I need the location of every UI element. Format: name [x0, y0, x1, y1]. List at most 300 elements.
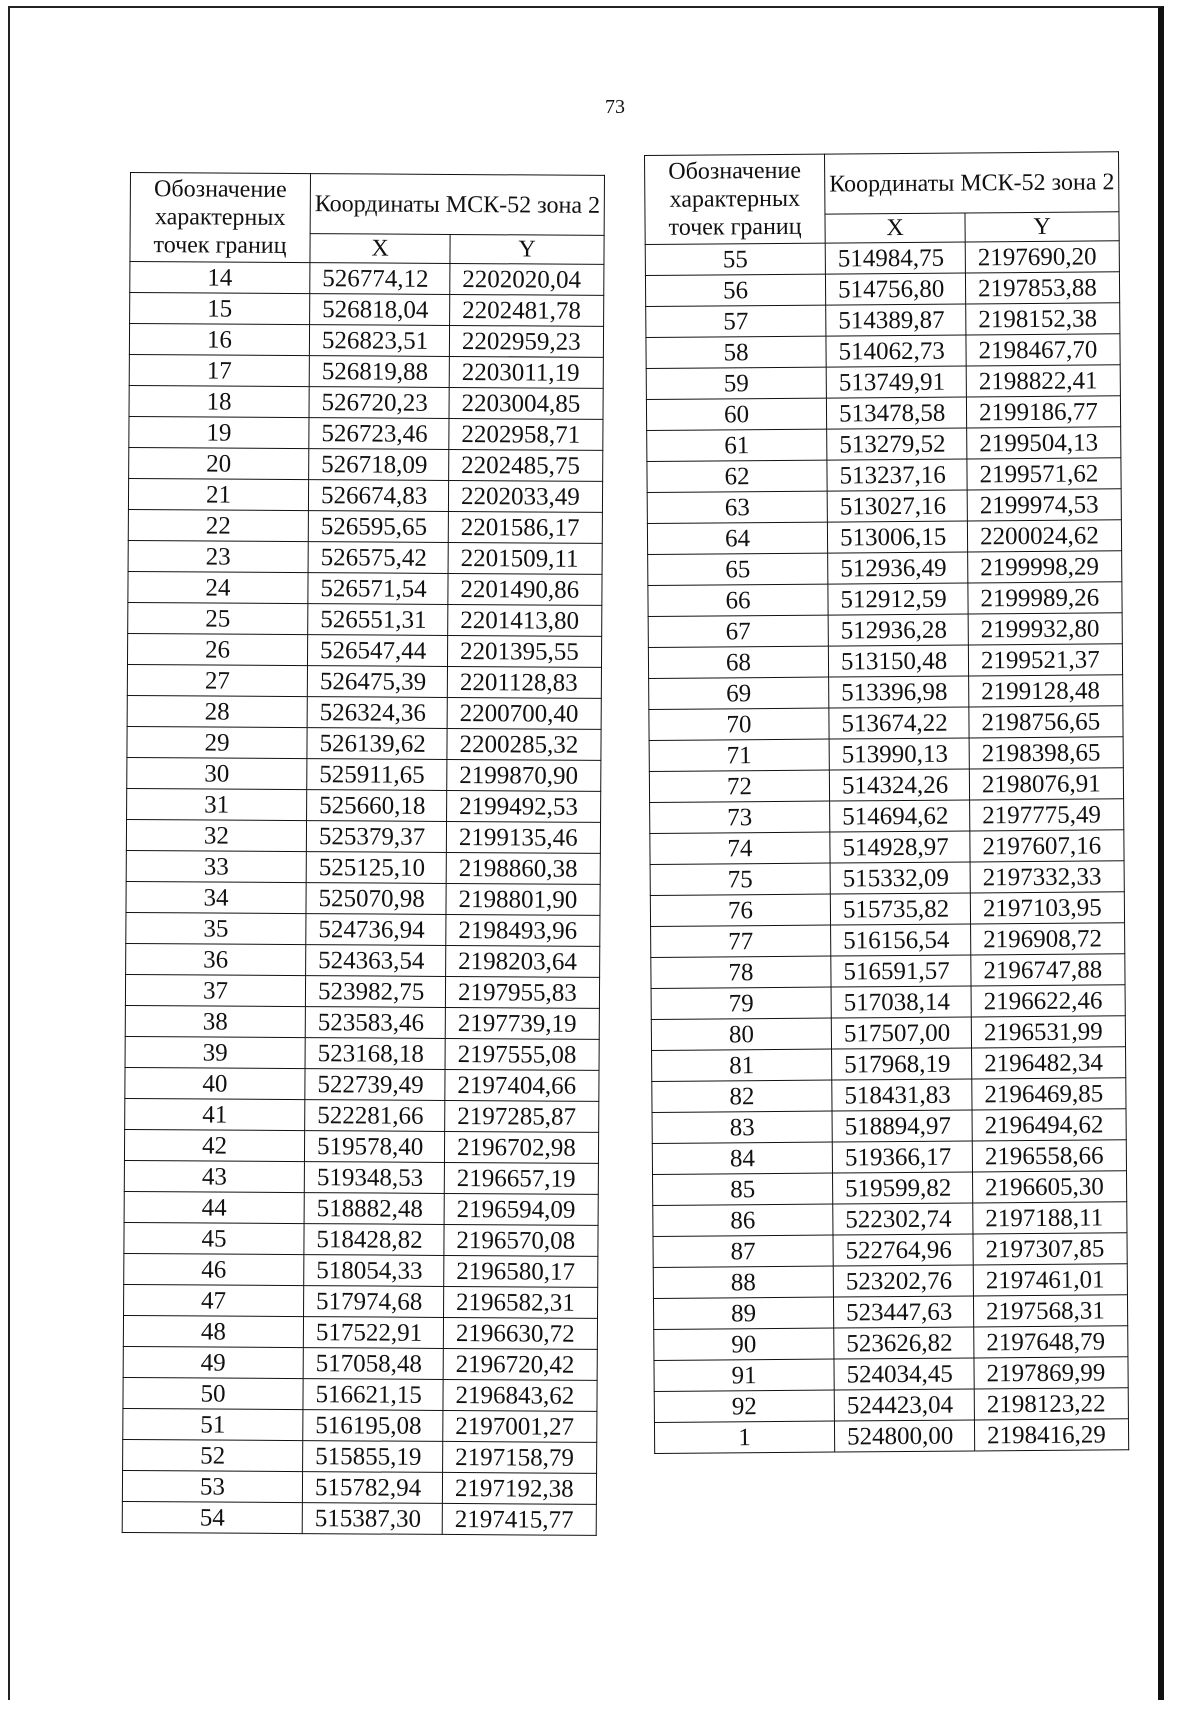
table-row — [646, 365, 1120, 400]
point-id-cell: 75 — [650, 863, 830, 895]
y-coordinate-cell: 2197192,38 — [442, 1472, 596, 1504]
point-id-cell: 51 — [123, 1408, 303, 1440]
point-id-cell: 65 — [648, 553, 828, 585]
point-id-cell: 27 — [127, 664, 307, 696]
point-id-cell: 47 — [124, 1284, 304, 1316]
x-coordinate-cell: 526547,44 — [307, 635, 447, 667]
point-id-cell: 54 — [122, 1501, 302, 1533]
table-row — [651, 923, 1125, 958]
y-coordinate-cell: 2197568,31 — [973, 1295, 1127, 1327]
y-coordinate-cell: 2201413,80 — [448, 604, 602, 636]
point-id-cell: 91 — [654, 1359, 834, 1391]
table-row — [126, 819, 600, 853]
point-id-cell: 42 — [124, 1129, 304, 1161]
x-coordinate-cell: 513279,52 — [827, 428, 967, 460]
y-coordinate-cell: 2201395,55 — [447, 635, 601, 667]
table-row — [648, 644, 1122, 679]
header-coordinates: Координаты МСК-52 зона 2 — [310, 174, 604, 236]
y-coordinate-cell: 2199492,53 — [447, 790, 601, 822]
x-coordinate-cell: 519578,40 — [304, 1131, 444, 1163]
y-coordinate-cell: 2196580,17 — [444, 1255, 598, 1287]
x-coordinate-cell: 517058,48 — [303, 1348, 443, 1380]
point-id-cell: 41 — [125, 1098, 305, 1130]
table-row — [125, 1036, 599, 1070]
x-coordinate-cell: 513990,13 — [829, 738, 969, 770]
table-row — [129, 354, 603, 388]
table-row — [649, 737, 1123, 772]
point-id-cell: 74 — [650, 832, 830, 864]
table-row — [651, 985, 1125, 1020]
point-id-cell: 35 — [126, 912, 306, 944]
point-id-cell: 31 — [127, 788, 307, 820]
point-id-cell: 21 — [128, 478, 308, 510]
y-coordinate-cell: 2203004,85 — [449, 387, 603, 419]
table-row — [123, 1439, 597, 1473]
point-id-cell: 85 — [653, 1173, 833, 1205]
x-coordinate-cell: 526575,42 — [308, 542, 448, 574]
x-coordinate-cell: 515735,82 — [830, 893, 970, 925]
table-row — [126, 912, 600, 946]
x-coordinate-cell: 525125,10 — [306, 852, 446, 884]
table-row — [124, 1160, 598, 1194]
table-row — [651, 954, 1125, 989]
x-coordinate-cell: 514324,26 — [829, 769, 969, 801]
point-id-cell: 43 — [124, 1160, 304, 1192]
x-coordinate-cell: 525911,65 — [307, 759, 447, 791]
y-coordinate-cell: 2202481,78 — [450, 294, 604, 326]
y-coordinate-cell: 2197648,79 — [974, 1326, 1128, 1358]
table-row — [653, 1202, 1127, 1237]
x-coordinate-cell: 524800,00 — [834, 1420, 974, 1452]
y-coordinate-cell: 2199128,48 — [969, 675, 1123, 707]
x-coordinate-cell: 513396,98 — [829, 676, 969, 708]
point-id-cell: 58 — [646, 336, 826, 368]
y-coordinate-cell: 2197607,16 — [970, 830, 1124, 862]
point-id-cell: 67 — [648, 615, 828, 647]
y-coordinate-cell: 2202033,49 — [448, 480, 602, 512]
y-coordinate-cell: 2197775,49 — [970, 799, 1124, 831]
point-id-cell: 88 — [653, 1266, 833, 1298]
table-row — [645, 241, 1119, 276]
x-coordinate-cell: 519599,82 — [833, 1172, 973, 1204]
point-id-cell: 79 — [651, 987, 831, 1019]
table-row — [129, 385, 603, 419]
point-id-cell: 90 — [654, 1328, 834, 1360]
x-coordinate-cell: 526818,04 — [310, 294, 450, 326]
table-row — [652, 1078, 1126, 1113]
x-coordinate-cell: 526723,46 — [309, 418, 449, 450]
table-row — [125, 1098, 599, 1132]
table-row — [128, 571, 602, 605]
x-coordinate-cell: 516621,15 — [303, 1379, 443, 1411]
y-coordinate-cell: 2199974,53 — [967, 489, 1121, 521]
table-row — [647, 427, 1121, 462]
y-coordinate-cell: 2202020,04 — [450, 263, 604, 295]
y-coordinate-cell: 2197955,83 — [445, 976, 599, 1008]
y-coordinate-cell: 2201128,83 — [447, 666, 601, 698]
table-row — [125, 974, 599, 1008]
point-id-cell: 45 — [124, 1222, 304, 1254]
table-row — [127, 633, 601, 667]
point-id-cell: 56 — [645, 274, 825, 306]
x-coordinate-cell: 515387,30 — [302, 1503, 442, 1535]
table-row — [127, 757, 601, 791]
table-row — [648, 551, 1122, 586]
x-coordinate-cell: 519366,17 — [832, 1141, 972, 1173]
y-coordinate-cell: 2197001,27 — [443, 1410, 597, 1442]
point-id-cell: 62 — [647, 460, 827, 492]
point-id-cell: 29 — [127, 726, 307, 758]
point-id-cell: 84 — [652, 1142, 832, 1174]
table-row — [128, 602, 602, 636]
point-id-cell: 82 — [652, 1080, 832, 1112]
x-coordinate-cell: 513237,16 — [827, 459, 967, 491]
y-coordinate-cell: 2199135,46 — [446, 821, 600, 853]
x-coordinate-cell: 526571,54 — [308, 573, 448, 605]
x-coordinate-cell: 518428,82 — [304, 1224, 444, 1256]
point-id-cell: 73 — [650, 801, 830, 833]
x-coordinate-cell: 522302,74 — [833, 1203, 973, 1235]
x-coordinate-cell: 518431,83 — [832, 1079, 972, 1111]
y-coordinate-cell: 2196908,72 — [971, 923, 1125, 955]
x-coordinate-cell: 517974,68 — [304, 1286, 444, 1318]
x-coordinate-cell: 517968,19 — [832, 1048, 972, 1080]
table-row — [124, 1284, 598, 1318]
table-row — [129, 416, 603, 450]
point-id-cell: 50 — [123, 1377, 303, 1409]
table-row — [124, 1222, 598, 1256]
page-number: 73 — [605, 96, 625, 118]
x-coordinate-cell: 523626,82 — [834, 1327, 974, 1359]
table-row — [652, 1047, 1126, 1082]
table-row — [123, 1408, 597, 1442]
point-id-cell: 37 — [125, 974, 305, 1006]
table-row — [124, 1253, 598, 1287]
table-body-left — [122, 262, 604, 1536]
point-id-cell: 78 — [651, 956, 831, 988]
y-coordinate-cell: 2196582,31 — [444, 1286, 598, 1318]
point-id-cell: 76 — [650, 894, 830, 926]
coordinates-table-left — [122, 172, 605, 1536]
point-id-cell: 28 — [127, 695, 307, 727]
y-coordinate-cell: 2196747,88 — [971, 954, 1125, 986]
x-coordinate-cell: 518054,33 — [304, 1255, 444, 1287]
table-row — [645, 272, 1119, 307]
y-coordinate-cell: 2198860,38 — [446, 852, 600, 884]
point-id-cell: 55 — [645, 243, 825, 275]
x-coordinate-cell: 524034,45 — [834, 1358, 974, 1390]
y-coordinate-cell: 2199932,80 — [968, 613, 1122, 645]
table-row — [653, 1171, 1127, 1206]
x-coordinate-cell: 522739,49 — [305, 1069, 445, 1101]
y-coordinate-cell: 2196494,62 — [972, 1109, 1126, 1141]
y-coordinate-cell: 2198123,22 — [974, 1388, 1128, 1420]
point-id-cell: 72 — [649, 770, 829, 802]
x-coordinate-cell: 523982,75 — [305, 976, 445, 1008]
x-coordinate-cell: 524736,94 — [306, 914, 446, 946]
x-coordinate-cell: 514984,75 — [825, 242, 965, 274]
table-row — [128, 509, 602, 543]
table-row — [654, 1326, 1128, 1361]
y-coordinate-cell: 2196843,62 — [443, 1379, 597, 1411]
table-row — [649, 706, 1123, 741]
y-coordinate-cell: 2198801,90 — [446, 883, 600, 915]
table-row — [127, 788, 601, 822]
y-coordinate-cell: 2196605,30 — [972, 1171, 1126, 1203]
x-coordinate-cell: 526819,88 — [309, 356, 449, 388]
y-coordinate-cell: 2196469,85 — [972, 1078, 1126, 1110]
x-coordinate-cell: 523168,18 — [305, 1038, 445, 1070]
x-coordinate-cell: 526674,83 — [308, 480, 448, 512]
point-id-cell: 26 — [127, 633, 307, 665]
x-coordinate-cell: 518882,48 — [304, 1193, 444, 1225]
table-row — [123, 1346, 597, 1380]
y-coordinate-cell: 2197739,19 — [445, 1007, 599, 1039]
y-coordinate-cell: 2198152,38 — [966, 303, 1120, 335]
point-id-cell: 34 — [126, 881, 306, 913]
point-id-cell: 49 — [123, 1346, 303, 1378]
point-id-cell: 24 — [128, 571, 308, 603]
point-id-cell: 64 — [647, 522, 827, 554]
y-coordinate-cell: 2197461,01 — [973, 1264, 1127, 1296]
table-row — [650, 861, 1124, 896]
y-coordinate-cell: 2196594,09 — [444, 1193, 598, 1225]
table-row — [650, 799, 1124, 834]
y-coordinate-cell: 2199998,29 — [968, 551, 1122, 583]
x-coordinate-cell: 522281,66 — [305, 1100, 445, 1132]
y-coordinate-cell: 2197332,33 — [970, 861, 1124, 893]
point-id-cell: 18 — [129, 385, 309, 417]
table-row — [648, 582, 1122, 617]
x-coordinate-cell: 526139,62 — [307, 728, 447, 760]
point-id-cell: 52 — [123, 1439, 303, 1471]
point-id-cell: 38 — [125, 1005, 305, 1037]
table-row — [647, 489, 1121, 524]
y-coordinate-cell: 2197853,88 — [965, 272, 1119, 304]
table-row — [653, 1264, 1127, 1299]
point-id-cell: 53 — [122, 1470, 302, 1502]
point-id-cell: 19 — [129, 416, 309, 448]
table-row — [124, 1129, 598, 1163]
y-coordinate-cell: 2199504,13 — [967, 427, 1121, 459]
point-id-cell: 61 — [647, 429, 827, 461]
point-id-cell: 44 — [124, 1191, 304, 1223]
point-id-cell: 33 — [126, 850, 306, 882]
y-coordinate-cell: 2197307,85 — [973, 1233, 1127, 1265]
x-coordinate-cell: 524423,04 — [834, 1389, 974, 1421]
y-coordinate-cell: 2197103,95 — [970, 892, 1124, 924]
table-row — [122, 1470, 596, 1504]
header-x: X — [825, 213, 965, 243]
x-coordinate-cell: 514756,80 — [825, 273, 965, 305]
x-coordinate-cell: 526720,23 — [309, 387, 449, 419]
x-coordinate-cell: 523447,63 — [833, 1296, 973, 1328]
y-coordinate-cell: 2201509,11 — [448, 542, 602, 574]
x-coordinate-cell: 516591,57 — [831, 955, 971, 987]
table-row — [130, 293, 604, 327]
y-coordinate-cell: 2201586,17 — [448, 511, 602, 543]
point-id-cell: 1 — [654, 1421, 834, 1453]
table-row — [125, 1005, 599, 1039]
point-id-cell: 30 — [127, 757, 307, 789]
x-coordinate-cell: 526823,51 — [309, 325, 449, 357]
table-row — [127, 695, 601, 729]
x-coordinate-cell: 512912,59 — [828, 583, 968, 615]
point-id-cell: 46 — [124, 1253, 304, 1285]
header-coordinates: Координаты МСК-52 зона 2 — [824, 152, 1118, 214]
point-id-cell: 83 — [652, 1111, 832, 1143]
table-row — [125, 1067, 599, 1101]
x-coordinate-cell: 526475,39 — [307, 666, 447, 698]
y-coordinate-cell: 2197869,99 — [974, 1357, 1128, 1389]
x-coordinate-cell: 526595,65 — [308, 511, 448, 543]
y-coordinate-cell: 2198493,96 — [446, 914, 600, 946]
point-id-cell: 39 — [125, 1036, 305, 1068]
table-row — [127, 664, 601, 698]
x-coordinate-cell: 523583,46 — [305, 1007, 445, 1039]
header-x: X — [310, 234, 450, 264]
y-coordinate-cell: 2198076,91 — [969, 768, 1123, 800]
table-row — [650, 830, 1124, 865]
point-id-cell: 14 — [130, 262, 310, 294]
y-coordinate-cell: 2197690,20 — [965, 241, 1119, 273]
table-row — [653, 1233, 1127, 1268]
point-id-cell: 36 — [126, 943, 306, 975]
x-coordinate-cell: 515332,09 — [830, 862, 970, 894]
x-coordinate-cell: 525379,37 — [306, 821, 446, 853]
point-id-cell: 80 — [651, 1018, 831, 1050]
table-row — [123, 1377, 597, 1411]
point-id-cell: 60 — [646, 398, 826, 430]
y-coordinate-cell: 2203011,19 — [449, 356, 603, 388]
point-id-cell: 63 — [647, 491, 827, 523]
point-id-cell: 77 — [651, 925, 831, 957]
table-row — [126, 850, 600, 884]
point-id-cell: 20 — [129, 447, 309, 479]
point-id-cell: 25 — [128, 602, 308, 634]
y-coordinate-cell: 2197188,11 — [973, 1202, 1127, 1234]
x-coordinate-cell: 513478,58 — [826, 397, 966, 429]
y-coordinate-cell: 2200700,40 — [447, 697, 601, 729]
table-row — [129, 447, 603, 481]
y-coordinate-cell: 2196531,99 — [971, 1016, 1125, 1048]
table-row — [126, 881, 600, 915]
point-id-cell: 59 — [646, 367, 826, 399]
y-coordinate-cell: 2196720,42 — [443, 1348, 597, 1380]
x-coordinate-cell: 524363,54 — [306, 945, 446, 977]
x-coordinate-cell: 518894,97 — [832, 1110, 972, 1142]
x-coordinate-cell: 513674,22 — [829, 707, 969, 739]
table-row — [128, 540, 602, 574]
y-coordinate-cell: 2197158,79 — [443, 1441, 597, 1473]
point-id-cell: 57 — [646, 305, 826, 337]
y-coordinate-cell: 2198398,65 — [969, 737, 1123, 769]
point-id-cell: 89 — [653, 1297, 833, 1329]
y-coordinate-cell: 2199186,77 — [966, 396, 1120, 428]
x-coordinate-cell: 517507,00 — [831, 1017, 971, 1049]
point-id-cell: 70 — [649, 708, 829, 740]
x-coordinate-cell: 526324,36 — [307, 697, 447, 729]
point-id-cell: 48 — [123, 1315, 303, 1347]
y-coordinate-cell: 2198416,29 — [974, 1419, 1128, 1451]
x-coordinate-cell: 526718,09 — [309, 449, 449, 481]
table-row — [128, 478, 602, 512]
table-row — [130, 262, 604, 296]
table-row — [652, 1109, 1126, 1144]
y-coordinate-cell: 2201490,86 — [448, 573, 602, 605]
y-coordinate-cell: 2199870,90 — [447, 759, 601, 791]
table-row — [124, 1191, 598, 1225]
point-id-cell: 40 — [125, 1067, 305, 1099]
point-id-cell: 71 — [649, 739, 829, 771]
y-coordinate-cell: 2200024,62 — [967, 520, 1121, 552]
point-id-cell: 17 — [129, 354, 309, 386]
x-coordinate-cell: 513027,16 — [827, 490, 967, 522]
y-coordinate-cell: 2198467,70 — [966, 334, 1120, 366]
x-coordinate-cell: 519348,53 — [304, 1162, 444, 1194]
table-row — [649, 675, 1123, 710]
point-id-cell: 87 — [653, 1235, 833, 1267]
table-row — [126, 943, 600, 977]
table-row — [646, 396, 1120, 431]
table-row — [647, 458, 1121, 493]
table-row — [654, 1357, 1128, 1392]
point-id-cell: 81 — [652, 1049, 832, 1081]
header-y: Y — [965, 212, 1119, 242]
point-id-cell: 86 — [653, 1204, 833, 1236]
x-coordinate-cell: 514928,97 — [830, 831, 970, 863]
table-row — [653, 1295, 1127, 1330]
x-coordinate-cell: 523202,76 — [833, 1265, 973, 1297]
y-coordinate-cell: 2199571,62 — [967, 458, 1121, 490]
table-row — [654, 1388, 1128, 1423]
table-row — [122, 1501, 596, 1535]
header-y: Y — [450, 234, 604, 264]
table-body-right — [645, 241, 1128, 1454]
y-coordinate-cell: 2202958,71 — [449, 418, 603, 450]
point-id-cell: 32 — [126, 819, 306, 851]
y-coordinate-cell: 2197285,87 — [445, 1100, 599, 1132]
x-coordinate-cell: 513150,48 — [828, 645, 968, 677]
y-coordinate-cell: 2198203,64 — [446, 945, 600, 977]
x-coordinate-cell: 522764,96 — [833, 1234, 973, 1266]
x-coordinate-cell: 515782,94 — [302, 1472, 442, 1504]
table-row — [654, 1419, 1128, 1454]
table-row — [129, 324, 603, 358]
table-row — [649, 768, 1123, 803]
y-coordinate-cell: 2198756,65 — [969, 706, 1123, 738]
table-row — [646, 303, 1120, 338]
x-coordinate-cell: 513006,15 — [827, 521, 967, 553]
point-id-cell: 66 — [648, 584, 828, 616]
x-coordinate-cell: 525660,18 — [307, 790, 447, 822]
point-id-cell: 92 — [654, 1390, 834, 1422]
x-coordinate-cell: 514694,62 — [830, 800, 970, 832]
x-coordinate-cell: 526774,12 — [310, 263, 450, 295]
point-id-cell: 16 — [129, 324, 309, 356]
x-coordinate-cell: 514062,73 — [826, 335, 966, 367]
point-id-cell: 68 — [648, 646, 828, 678]
table-row — [123, 1315, 597, 1349]
y-coordinate-cell: 2197555,08 — [445, 1038, 599, 1070]
x-coordinate-cell: 517038,14 — [831, 986, 971, 1018]
table-row — [648, 613, 1122, 648]
y-coordinate-cell: 2199989,26 — [968, 582, 1122, 614]
x-coordinate-cell: 512936,49 — [828, 552, 968, 584]
y-coordinate-cell: 2202959,23 — [449, 325, 603, 357]
table-row — [647, 520, 1121, 555]
x-coordinate-cell: 516195,08 — [303, 1410, 443, 1442]
